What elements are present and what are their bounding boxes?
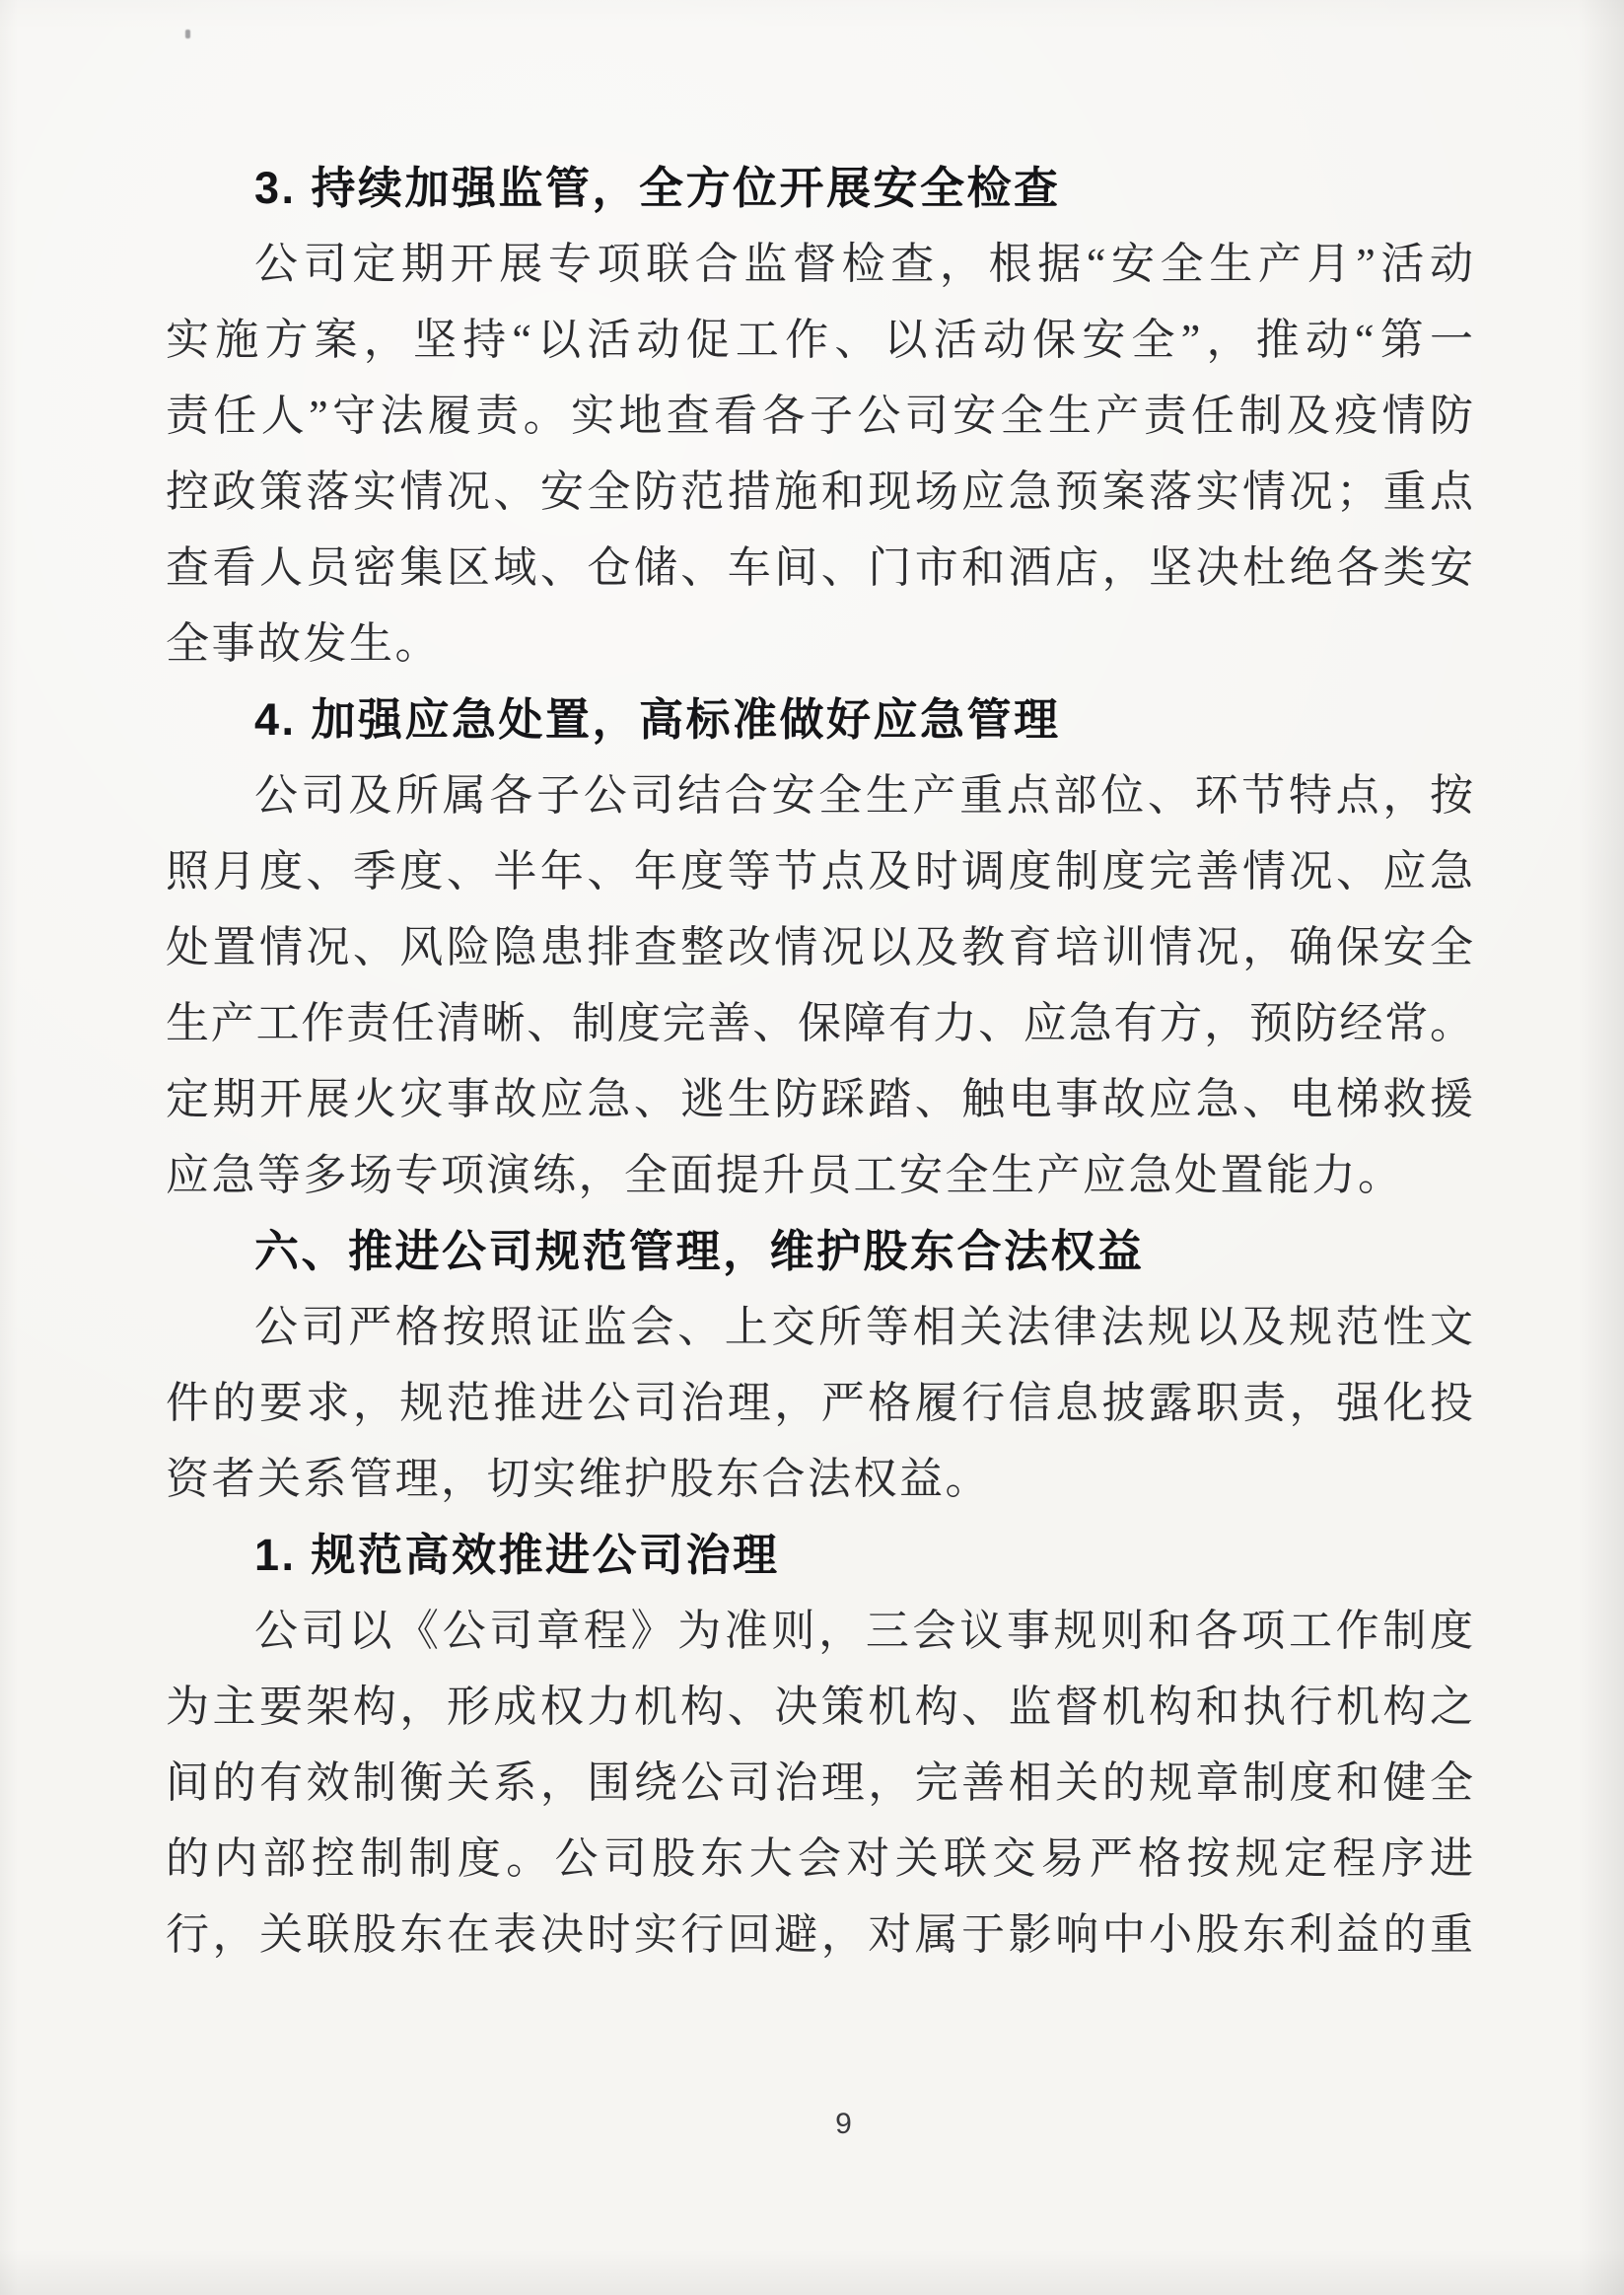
text-line: 控政策落实情况、安全防范措施和现场应急预案落实情况；重点 [166,467,1473,516]
section-heading: 六、推进公司规范管理，维护股东合法权益 [254,1226,1145,1276]
text-line: 责任人”守法履责。实地查看各子公司安全生产责任制及疫情防 [166,392,1473,440]
scan-artifact [185,30,190,38]
text-line: 公司以《公司章程》为准则，三会议事规则和各项工作制度 [254,1607,1473,1655]
text-line: 资者关系管理，切实维护股东合法权益。 [166,1455,991,1503]
text-line: 应急等多场专项演练，全面提升员工安全生产应急处置能力。 [166,1151,1404,1199]
text-line: 处置情况、风险隐患排查整改情况以及教育培训情况，确保安全 [166,923,1473,971]
text-line: 公司及所属各子公司结合安全生产重点部位、环节特点，按 [254,771,1473,820]
text-line: 间的有效制衡关系，围绕公司治理，完善相关的规章制度和健全 [166,1758,1473,1807]
text-line: 照月度、季度、半年、年度等节点及时调度制度完善情况、应急 [166,847,1473,896]
text-line: 件的要求，规范推进公司治理，严格履行信息披露职责，强化投 [166,1379,1473,1427]
paragraph [166,1289,1473,1517]
paragraph [166,757,1473,1213]
text-line: 公司定期开展专项联合监督检查，根据“安全生产月”活动 [254,240,1473,288]
sub-heading: 1. 规范高效推进公司治理 [254,1530,780,1580]
paragraph [166,226,1473,681]
text-line: 为主要架构，形成权力机构、决策机构、监督机构和执行机构之 [166,1683,1473,1731]
page-number: 9 [835,2108,852,2140]
sub-heading: 4. 加强应急处置，高标准做好应急管理 [254,694,1061,745]
document-body [166,150,1473,1972]
text-line: 实施方案，坚持“以活动促工作、以活动保安全”，推动“第一 [166,316,1473,364]
paragraph [166,1593,1473,1972]
text-line: 行，关联股东在表决时实行回避，对属于影响中小股东利益的重 [166,1910,1473,1959]
text-line: 全事故发生。 [166,619,441,668]
text-line: 公司严格按照证监会、上交所等相关法律法规以及规范性文 [254,1303,1473,1351]
sub-heading: 3. 持续加强监管，全方位开展安全检查 [254,163,1061,213]
text-line: 查看人员密集区域、仓储、车间、门市和酒店，坚决杜绝各类安 [166,543,1473,592]
text-line: 生产工作责任清晰、制度完善、保障有力、应急有方，预防经常。 [166,999,1473,1047]
text-line: 的内部控制制度。公司股东大会对关联交易严格按规定程序进 [166,1834,1473,1883]
text-line: 定期开展火灾事故应急、逃生防踩踏、触电事故应急、电梯救援 [166,1075,1473,1123]
